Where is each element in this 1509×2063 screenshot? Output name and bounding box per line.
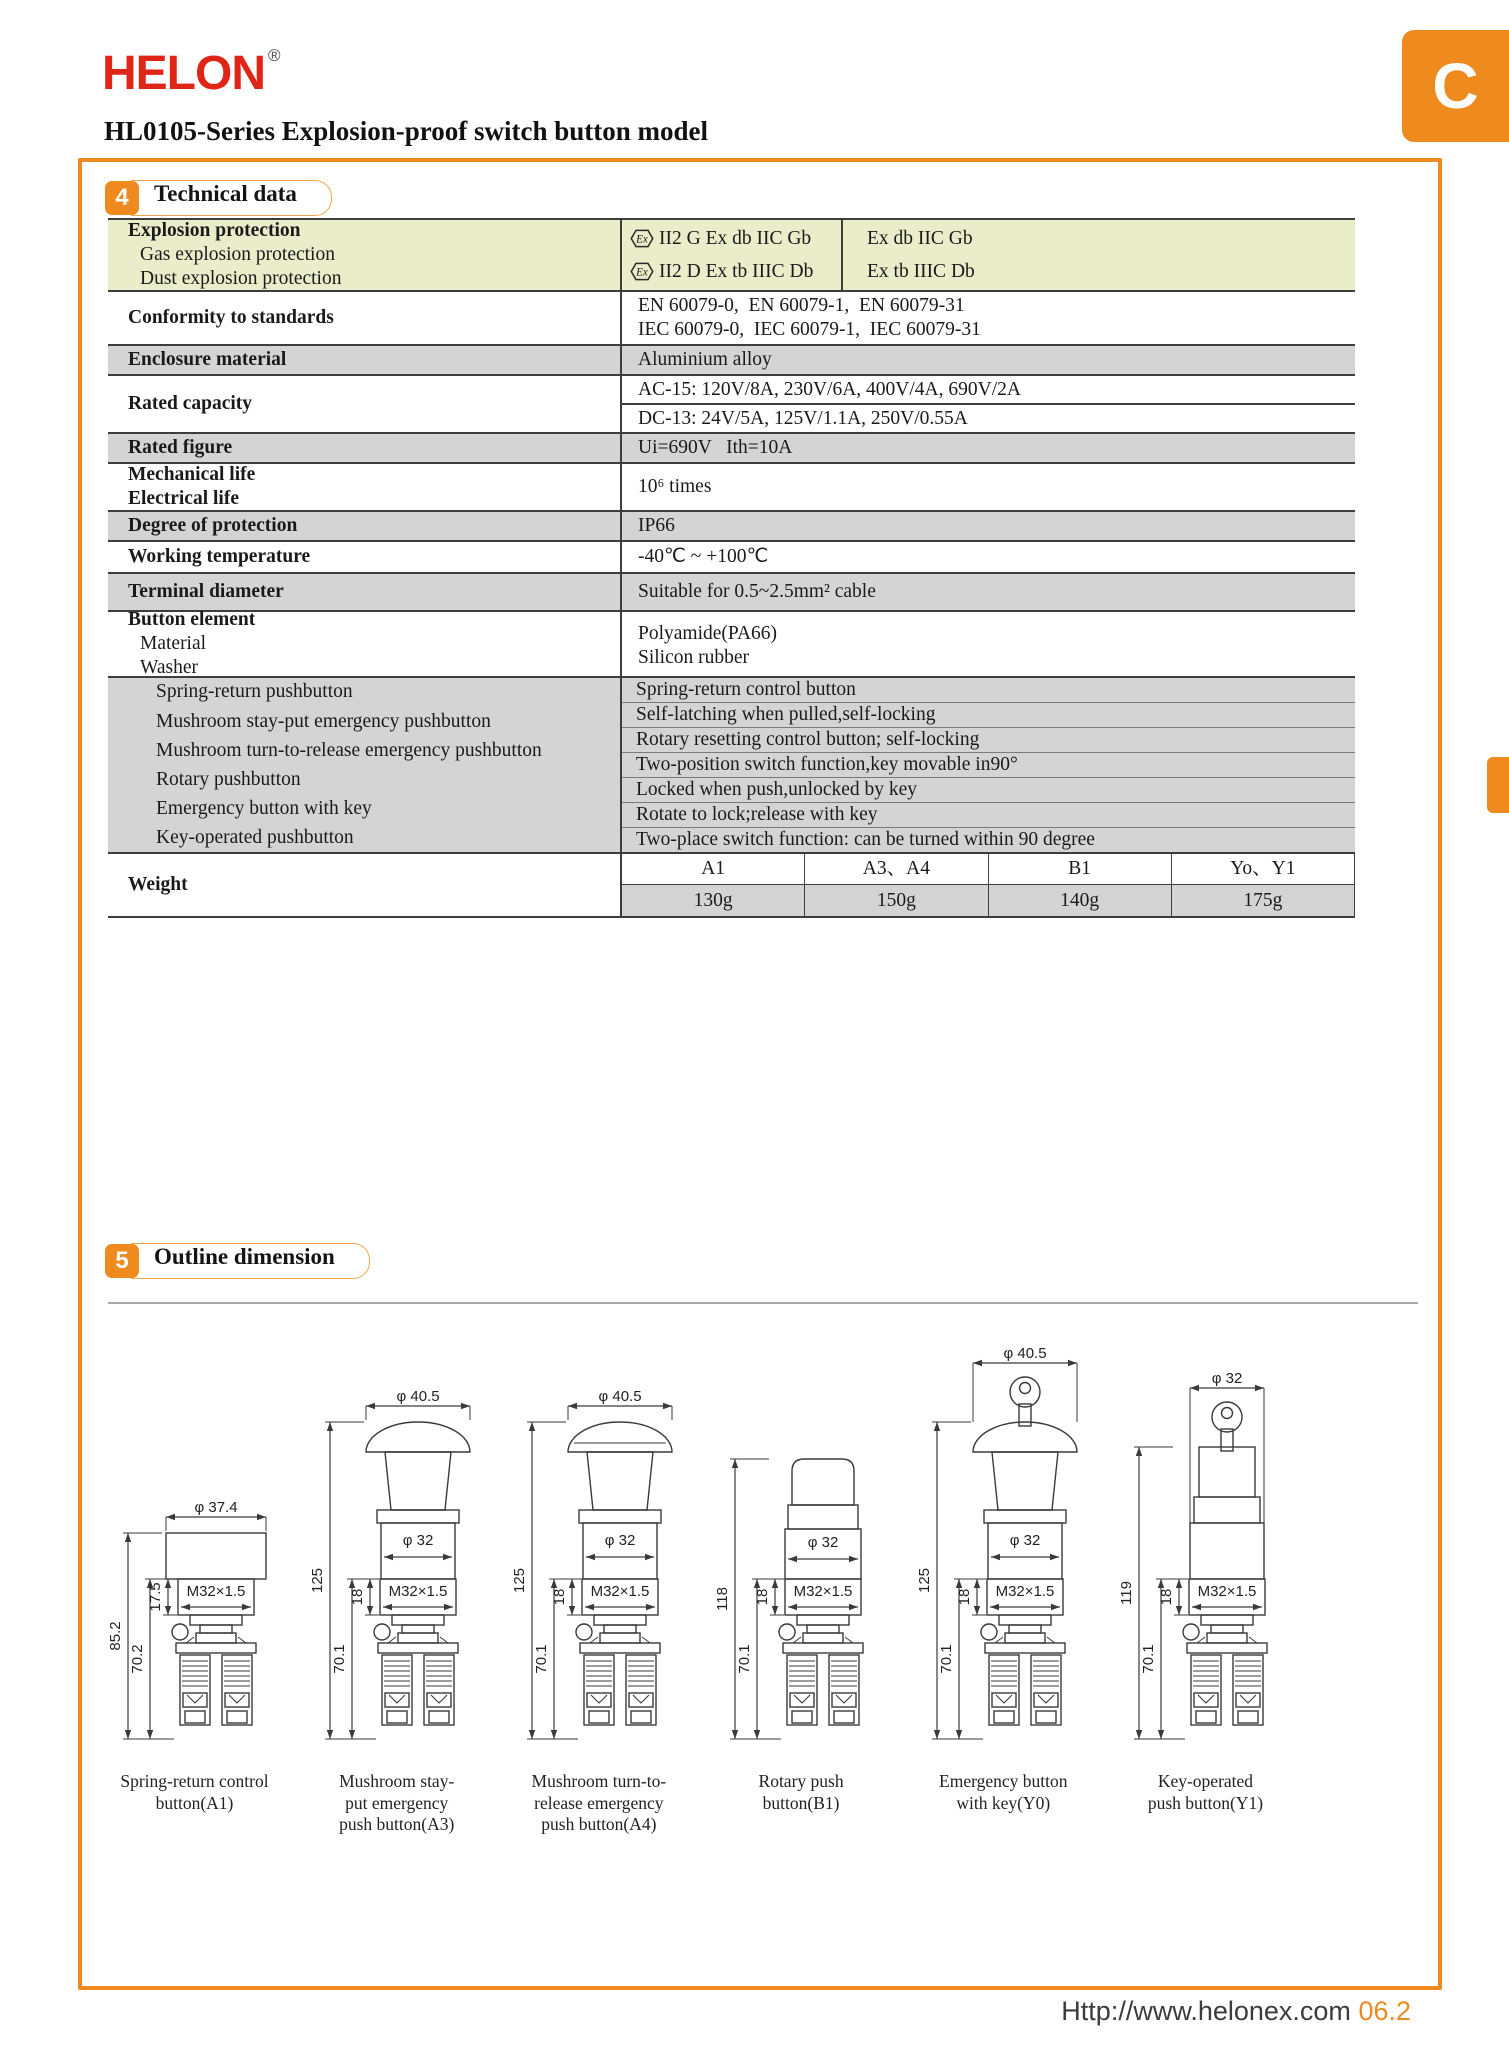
svg-text:M32×1.5: M32×1.5 [1197, 1583, 1257, 1600]
svg-text:M32×1.5: M32×1.5 [388, 1583, 448, 1600]
function-description: Self-latching when pulled,self-locking [622, 703, 1355, 728]
outline-drawings [95, 1330, 1305, 1845]
spec-label: Terminal diameter [108, 574, 622, 610]
table-row [108, 609, 1355, 678]
table-row [108, 434, 1355, 464]
svg-text:125: 125 [511, 1567, 529, 1594]
outline-drawing [95, 1330, 294, 1845]
svg-text:17.5: 17.5 [147, 1582, 164, 1612]
registered-mark: ® [268, 46, 280, 65]
drawing-caption: Key-operated push button(Y1) [1147, 1771, 1264, 1813]
svg-text:70.1: 70.1 [533, 1644, 551, 1674]
spec-value: -40℃ ~ +100℃ [638, 546, 769, 568]
svg-text:Ex: Ex [636, 233, 648, 246]
svg-text:118: 118 [713, 1587, 731, 1611]
button-outline-drawing [92, 1493, 297, 1745]
section-header-outline-dimension [105, 1243, 370, 1279]
outline-drawing [702, 1330, 901, 1845]
spec-value: DC-13: 24V/5A, 125V/1.1A, 250V/0.55A [638, 407, 968, 429]
function-description: Spring-return control button [622, 678, 1355, 703]
section-header-technical-data [105, 180, 332, 216]
section-label: Technical data [131, 180, 332, 216]
table-row [108, 678, 1355, 854]
function-description: Two-place switch function: can be turned within 90 degree [636, 829, 1095, 851]
spec-label: Button element Material Washer [108, 612, 622, 676]
weight-value: 130g [622, 885, 805, 916]
table-row [108, 346, 1355, 376]
table-row [108, 464, 1355, 512]
svg-text:125: 125 [309, 1567, 327, 1594]
weight-value: 150g [805, 885, 988, 916]
svg-text:18: 18 [955, 1588, 973, 1606]
spec-value [622, 678, 1355, 852]
svg-text:18: 18 [1157, 1588, 1175, 1606]
function-description: Rotate to lock;release with key [622, 803, 1355, 828]
weight-column-header: Yo、Y1 [1172, 854, 1355, 885]
spec-value [622, 854, 1355, 916]
function-description: Two-position switch function,key movable in90° [622, 753, 1355, 778]
svg-text:φ 32: φ 32 [402, 1532, 434, 1549]
weight-column-header: A3、A4 [805, 854, 988, 885]
table-row [108, 292, 1355, 346]
svg-text:φ 32: φ 32 [1009, 1532, 1041, 1549]
spec-label: Explosion protection Gas explosion protection Dust explosion protection [108, 220, 622, 290]
spec-label: Spring-return pushbutton Mushroom stay-put emergency pushbutton Mushroom turn-to-release emergency pushbutton Rotary pushbutton Emergency button with key Key-operated pushbutton [108, 678, 622, 852]
ex-hexagon-icon [630, 229, 654, 248]
svg-text:M32×1.5: M32×1.5 [590, 1583, 650, 1600]
spec-value: Aluminium alloy [638, 349, 772, 371]
svg-text:125: 125 [915, 1567, 933, 1594]
button-outline-drawing [901, 1333, 1106, 1745]
weight-value: 175g [1172, 885, 1355, 916]
section-number: 5 [105, 1244, 139, 1278]
button-outline-drawing [699, 1445, 904, 1745]
spec-value: Suitable for 0.5~2.5mm² cable [638, 581, 876, 603]
weight-column-header: A1 [622, 854, 805, 885]
svg-text:φ 40.5: φ 40.5 [1003, 1345, 1047, 1362]
drawing-caption: Spring-return control button(A1) [120, 1771, 269, 1813]
brand-logo-text: HELON [102, 47, 265, 100]
spec-value: Polyamide(PA66) Silicon rubber [638, 623, 778, 669]
function-description: Rotary resetting control button; self-locking [622, 728, 1355, 753]
section-label: Outline dimension [131, 1243, 370, 1279]
spec-value: AC-15: 120V/8A, 230V/6A, 400V/4A, 690V/2A [622, 376, 1355, 405]
side-index-tab [1487, 757, 1509, 813]
button-outline-drawing [294, 1377, 499, 1745]
weight-column-header: B1 [989, 854, 1172, 885]
drawing-caption: Mushroom stay- put emergency push button(A3) [339, 1771, 455, 1834]
ex-hexagon-icon [630, 262, 654, 281]
table-row [108, 376, 1355, 434]
brand-logo [102, 46, 280, 101]
drawing-caption: Rotary push button(B1) [758, 1771, 844, 1813]
svg-text:18: 18 [753, 1588, 771, 1606]
svg-text:70.2: 70.2 [129, 1644, 146, 1674]
svg-text:φ 32: φ 32 [1211, 1370, 1243, 1387]
spec-label: Degree of protection [108, 512, 622, 540]
spec-value [622, 376, 1355, 432]
section-number: 4 [105, 181, 139, 215]
svg-text:85.2: 85.2 [107, 1621, 124, 1651]
spec-label: Conformity to standards [108, 292, 622, 344]
svg-text:φ 32: φ 32 [605, 1532, 636, 1549]
outline-drawing [297, 1330, 496, 1845]
footer-page-number: 06.2 [1358, 1996, 1411, 2026]
svg-text:70.1: 70.1 [1139, 1644, 1157, 1674]
table-row [108, 542, 1355, 574]
table-row [108, 854, 1355, 918]
svg-text:70.1: 70.1 [735, 1644, 753, 1674]
table-row [108, 512, 1355, 542]
svg-text:18: 18 [349, 1588, 367, 1606]
svg-text:φ 37.4: φ 37.4 [194, 1499, 238, 1516]
svg-text:M32×1.5: M32×1.5 [793, 1583, 852, 1600]
spec-label: Rated figure [108, 434, 622, 462]
table-row [108, 220, 1355, 292]
spec-label: Weight [108, 854, 622, 916]
svg-text:Ex: Ex [636, 266, 648, 279]
spec-value: Ex db IIC Gb Ex tb IIIC Db [867, 227, 975, 282]
outline-drawing [904, 1330, 1103, 1845]
button-outline-drawing [496, 1377, 701, 1745]
spec-label: Enclosure material [108, 346, 622, 374]
drawing-caption: Mushroom turn-to- release emergency push button(A4) [531, 1771, 667, 1834]
svg-text:M32×1.5: M32×1.5 [995, 1583, 1055, 1600]
svg-text:M32×1.5: M32×1.5 [186, 1583, 246, 1600]
spec-label: Mechanical life Electrical life [108, 464, 622, 510]
svg-text:φ 40.5: φ 40.5 [598, 1388, 642, 1405]
spec-label: Rated capacity [108, 376, 622, 432]
spec-value: Ui=690V Ith=10A [638, 437, 793, 459]
technical-data-table [108, 218, 1355, 918]
spec-value: EN 60079-0, EN 60079-1, EN 60079-31 IEC 60079-0, IEC 60079-1, IEC 60079-31 [638, 295, 981, 340]
outline-drawing [1106, 1330, 1305, 1845]
function-description: Locked when push,unlocked by key [622, 778, 1355, 803]
svg-text:70.1: 70.1 [331, 1644, 349, 1674]
table-row [108, 574, 1355, 612]
button-outline-drawing [1103, 1353, 1308, 1745]
svg-text:18: 18 [551, 1588, 569, 1606]
page-title: HL0105-Series Explosion-proof switch button model [104, 116, 709, 146]
svg-text:φ 32: φ 32 [807, 1534, 838, 1551]
outline-drawing [499, 1330, 698, 1845]
svg-text:119: 119 [1117, 1581, 1135, 1605]
spec-label: Working temperature [108, 542, 622, 572]
chapter-tab: C [1402, 30, 1509, 142]
spec-value: IP66 [638, 515, 675, 537]
drawing-caption: Emergency button with key(Y0) [939, 1771, 1068, 1813]
spec-value-marking: Ex II2 G Ex db IIC Gb Ex II2 D Ex tb IIIC Db [622, 220, 843, 290]
weight-value: 140g [989, 885, 1172, 916]
svg-text:70.1: 70.1 [937, 1644, 955, 1674]
footer [1061, 1996, 1411, 2027]
spec-value [622, 220, 1355, 290]
footer-url: Http://www.helonex.com [1061, 1996, 1351, 2026]
section-divider-line [108, 1302, 1418, 1304]
svg-text:φ 40.5: φ 40.5 [396, 1388, 440, 1405]
spec-value: 10⁶ times [638, 476, 712, 498]
